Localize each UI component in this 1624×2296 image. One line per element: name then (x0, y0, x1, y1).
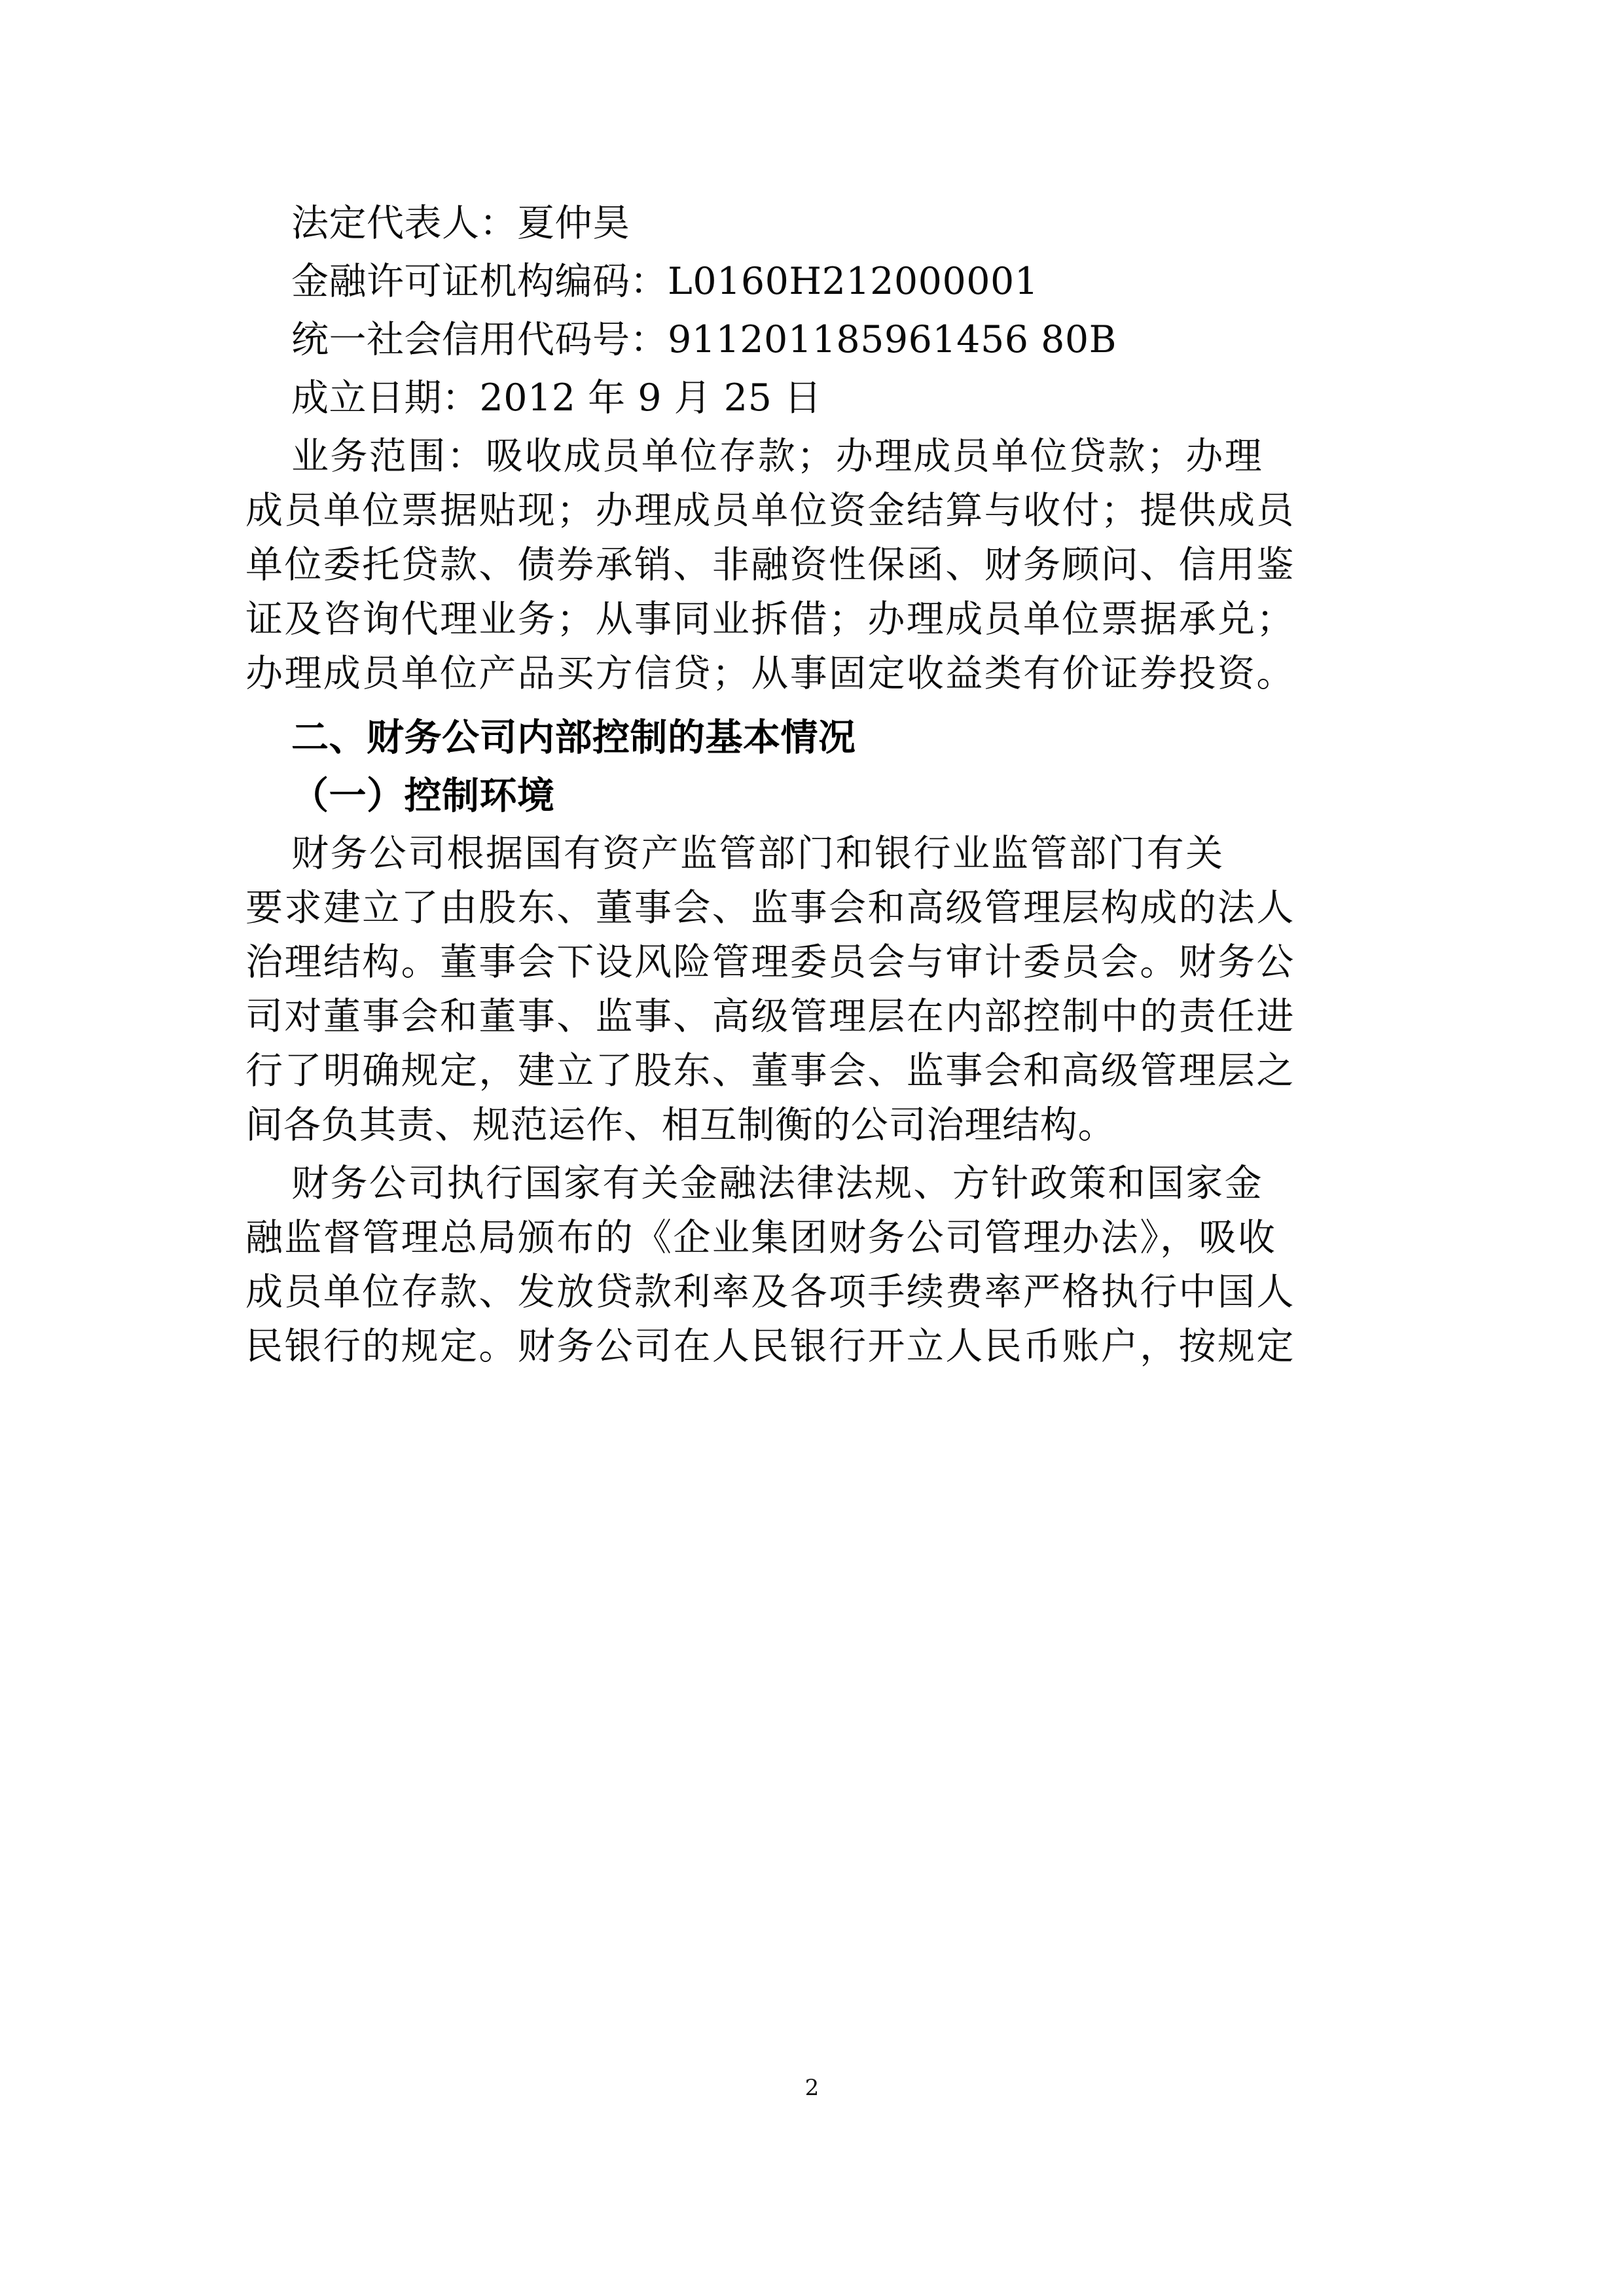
info-line-financial-license-code: 金融许可证机构编码：L0160H212000001 (291, 260, 1039, 303)
paragraph-one-line: 治理结构。董事会下设风险管理委员会与审计委员会。财务公 (245, 941, 1295, 984)
heading-subsection-one: （一）控制环境 (291, 774, 555, 817)
info-line-social-credit-code: 统一社会信用代码号：911201185961456 80B (291, 318, 1117, 361)
business-scope-line: 业务范围：吸收成员单位存款；办理成员单位贷款；办理 (291, 435, 1263, 478)
page-number: 2 (804, 2075, 820, 2101)
business-scope-line: 成员单位票据贴现；办理成员单位资金结算与收付；提供成员 (245, 489, 1295, 532)
heading-section-two: 二、财务公司内部控制的基本情况 (291, 715, 856, 759)
business-scope-line: 证及咨询代理业务；从事同业拆借；办理成员单位票据承兑； (245, 598, 1295, 641)
paragraph-two-line: 财务公司执行国家有关金融法律法规、方针政策和国家金 (291, 1162, 1263, 1205)
paragraph-two-line: 成员单位存款、发放贷款利率及各项手续费率严格执行中国人 (245, 1270, 1295, 1314)
paragraph-one-line: 行了明确规定，建立了股东、董事会、监事会和高级管理层之 (245, 1049, 1295, 1092)
paragraph-one-line: 财务公司根据国有资产监管部门和银行业监管部门有关 (291, 832, 1225, 875)
paragraph-one-line: 司对董事会和董事、监事、高级管理层在内部控制中的责任进 (245, 995, 1295, 1038)
paragraph-two-line: 民银行的规定。财务公司在人民银行开立人民币账户，按规定 (245, 1325, 1295, 1368)
business-scope-line: 单位委托贷款、债券承销、非融资性保函、财务顾问、信用鉴 (245, 543, 1295, 586)
info-line-legal-representative: 法定代表人：夏仲昊 (291, 202, 630, 245)
paragraph-one-line: 间各负其责、规范运作、相互制衡的公司治理结构。 (245, 1103, 1116, 1147)
section-gap (245, 701, 1378, 710)
paragraph-one-line: 要求建立了由股东、董事会、监事会和高级管理层构成的法人 (245, 886, 1295, 929)
info-line-establishment-date: 成立日期：2012 年 9 月 25 日 (291, 376, 822, 420)
page-content (245, 196, 1378, 1374)
paragraph-two-line: 融监督管理总局颁布的《企业集团财务公司管理办法》，吸收 (245, 1216, 1277, 1259)
business-scope-line: 办理成员单位产品买方信贷；从事固定收益类有价证券投资。 (245, 652, 1295, 695)
